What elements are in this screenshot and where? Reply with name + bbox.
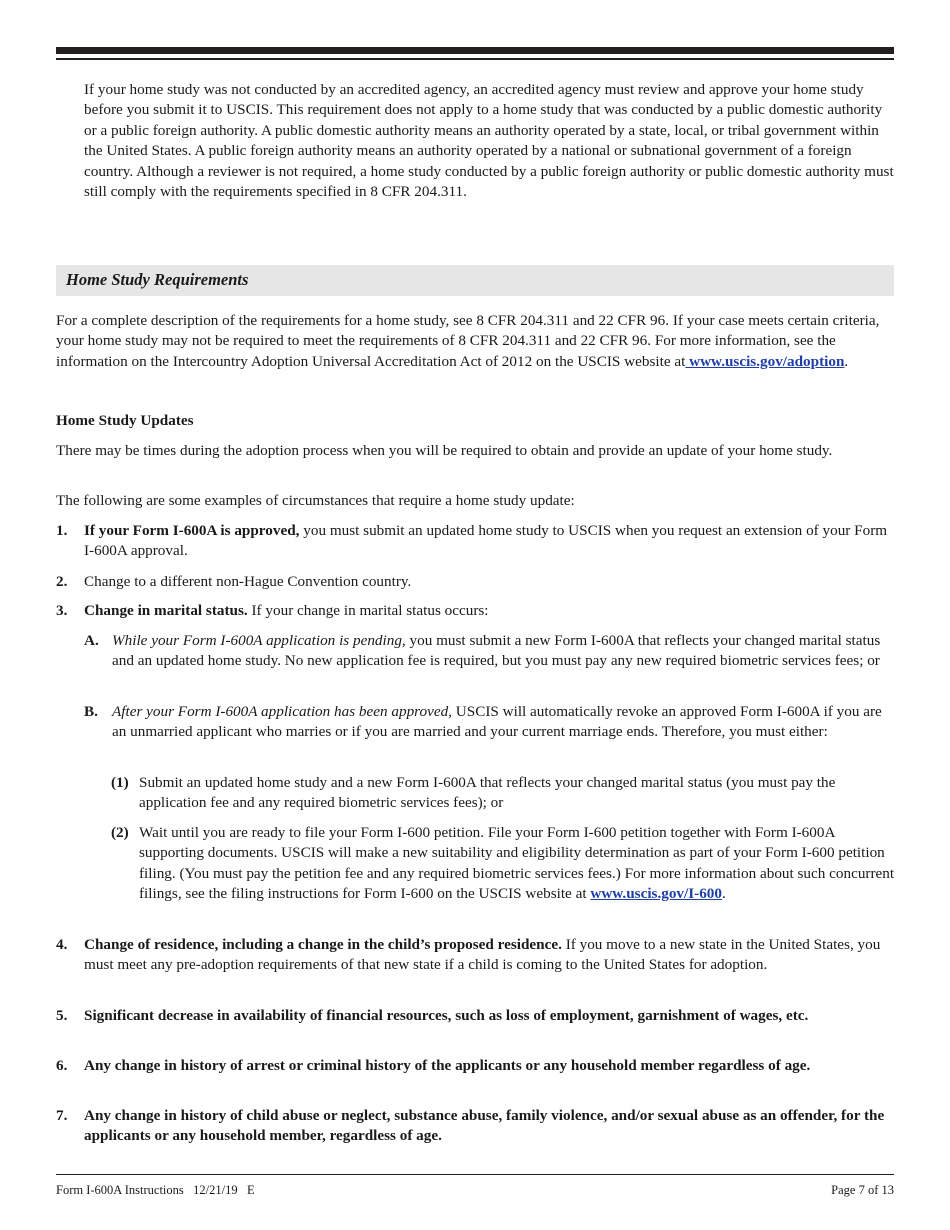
footer-form-id: Form I-600A Instructions 12/21/19 E <box>56 1183 255 1197</box>
item-number: 1. <box>56 522 68 539</box>
item-number: 3. <box>56 602 68 619</box>
item-body <box>112 631 896 672</box>
item-body <box>84 935 896 976</box>
item-bold-lead: Change in marital status. <box>84 602 248 619</box>
item-text: Wait until you are ready to file your Form I-600 petition. File your Form I-600 petition together with Form I-600A supporting documents. USCIS will make a new suitability and eligibility determination as part of your Form I-600 petition filing. (You must pay the petition fee and any required biometric services fees.) For more information about such concurrent filings, see the filing instructions for Form I-600 on the USCIS website at <box>139 824 895 903</box>
item-body <box>84 601 896 621</box>
item-letter: B. <box>84 703 98 720</box>
header-rule-thin <box>56 58 894 60</box>
item-text: Submit an updated home study and a new Form I-600A that reflects your changed marital status (you must pay the application fee and any required biometric services fees); or <box>139 774 836 812</box>
adoption-link[interactable]: www.uscis.gov/adoption <box>685 352 845 370</box>
item-number: 4. <box>56 936 68 953</box>
item-text: you must submit a new Form I-600A that reflects your changed marital status and an updated home study. No new application fee is required, but you must pay any new required biometric services fees; or <box>112 632 881 670</box>
item-text: Any change in history of arrest or criminal history of the applicants or any household member regardless of age. <box>84 1057 811 1074</box>
requirements-paragraph <box>56 311 894 372</box>
section-title: Home Study Requirements <box>66 270 249 289</box>
item-italic-lead: While your Form I-600A application is pending, <box>112 632 406 649</box>
item-text: Significant decrease in availability of financial resources, such as loss of employment, garnishment of wages, etc. <box>84 1007 809 1024</box>
item-text: Any change in history of child abuse or neglect, substance abuse, family violence, and/or sexual abuse as an offender, for the applicants or any household member, regardless of age. <box>84 1107 885 1145</box>
i600-link[interactable]: www.uscis.gov/I-600 <box>590 885 722 903</box>
footer-page-number: Page 7 of 13 <box>831 1183 894 1197</box>
updates-heading: Home Study Updates <box>56 412 194 429</box>
item-number: 5. <box>56 1007 68 1024</box>
item-number: 2. <box>56 573 68 590</box>
item-text: Change to a different non-Hague Convention country. <box>84 573 412 590</box>
item-text: If you move to a new state in the United States, you must meet any pre-adoption requirements of that new state if a child is coming to the United States for adoption. <box>84 936 881 974</box>
sub-item-number: (2) <box>111 824 129 841</box>
intro-paragraph: If your home study was not conducted by an accredited agency, an accredited agency must review and approve your home study before you submit it to USCIS. This requirement does not apply to a home study that was conducted by a public domestic authority or a public foreign authority. A public domestic authority means an authority operated by a state, local, or tribal government within the United States. A public foreign authority means an authority operated by a national or subnational government of a foreign country. Although a reviewer is not required, a home study conducted by a public foreign authority or public domestic authority must still comply with the requirements specified in 8 CFR 204.311. <box>84 81 894 201</box>
footer-rule <box>56 1174 894 1175</box>
sub-item-number: (1) <box>111 774 129 791</box>
item-text: USCIS will automatically revoke an approved Form I-600A if you are an unmarried applicant who marries or if you are married and your current marriage ends. Therefore, you must either: <box>112 703 882 741</box>
item-letter: A. <box>84 632 99 649</box>
requirements-end: . <box>844 352 849 370</box>
item-number: 7. <box>56 1107 68 1124</box>
item-body <box>84 521 896 562</box>
item-bold-lead: If your Form I-600A is approved, <box>84 522 300 539</box>
item-italic-lead: After your Form I-600A application has been approved, <box>112 703 452 720</box>
item-body <box>139 823 896 905</box>
item-end: . <box>722 885 726 903</box>
requirements-text: For a complete description of the requirements for a home study, see 8 CFR 204.311 and 22 CFR 96. If your case meets certain criteria, your home study may not be required to meet the requirements of 8 CFR 204.311 and 22 CFR 96. For more information, see the information on the Intercountry Adoption Universal Accreditation Act of 2012 on the USCIS website at <box>56 312 880 370</box>
item-number: 6. <box>56 1057 68 1074</box>
updates-paragraph-1: There may be times during the adoption process when you will be required to obtain and provide an update of your home study. <box>56 442 833 459</box>
item-body <box>112 702 896 743</box>
updates-paragraph-2: The following are some examples of circumstances that require a home study update: <box>56 492 575 509</box>
item-text: you must submit an updated home study to USCIS when you request an extension of your Form I-600A approval. <box>84 522 888 560</box>
item-text: If your change in marital status occurs: <box>247 602 489 619</box>
section-header-bar <box>56 265 894 296</box>
header-rule-thick <box>56 47 894 54</box>
item-bold-lead: Change of residence, including a change in the child’s proposed residence. <box>84 936 562 953</box>
